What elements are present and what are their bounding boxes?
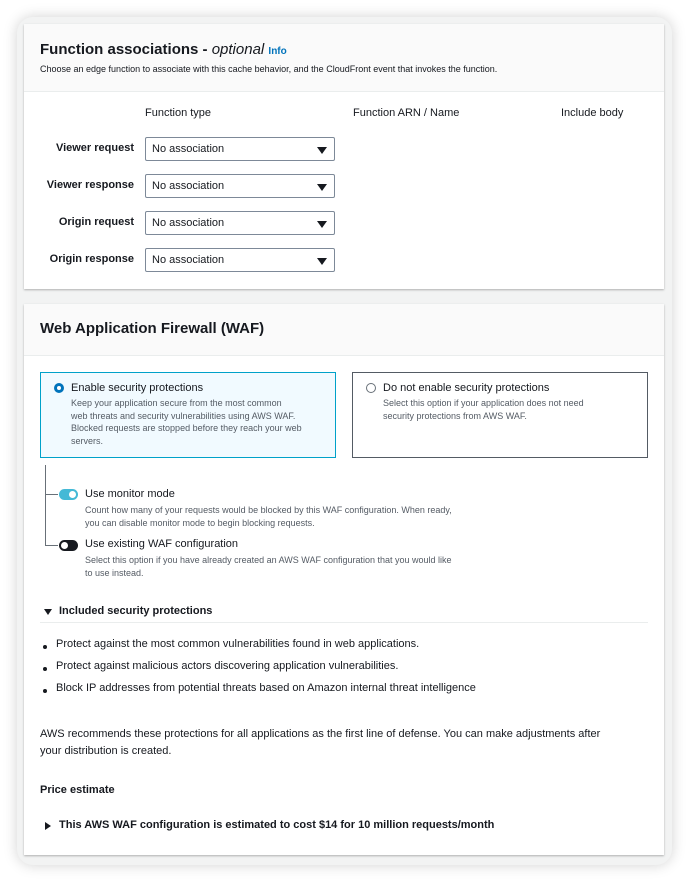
list-item: Protect against the most common vulnerabilities found in web applications. (56, 638, 420, 650)
row-label-origin-response: Origin response (49, 253, 134, 265)
description-line: Select this option if you have already created an AWS WAF configuration that you would like (85, 555, 452, 565)
toggle-knob (69, 491, 76, 498)
waf-panel (24, 304, 664, 855)
tile-description-line: servers. (71, 435, 104, 446)
tile-description-line: Select this option if your application does not need (383, 398, 584, 408)
price-estimate-label: Price estimate (40, 784, 115, 796)
divider (40, 622, 648, 623)
viewer-response-select[interactable] (145, 174, 335, 198)
existing-config-description (85, 554, 452, 580)
description-line: you can disable monitor mode to begin blocking requests. (85, 518, 315, 528)
bullet-icon (43, 667, 47, 671)
recommendation-text (40, 726, 600, 760)
page-container (17, 17, 672, 865)
function-associations-panel (24, 24, 664, 289)
tree-connector (45, 494, 58, 495)
select-value: No association (152, 254, 225, 266)
price-estimate-text: This AWS WAF configuration is estimated to cost $14 for 10 million requests/month (59, 819, 495, 831)
caret-down-icon (44, 609, 52, 615)
tree-connector (45, 465, 46, 546)
paragraph-line: your distribution is created. (40, 745, 172, 757)
select-value: No association (152, 143, 225, 155)
viewer-request-select[interactable] (145, 137, 335, 161)
description-line: Count how many of your requests would be blocked by this WAF configuration. When ready, (85, 505, 452, 515)
caret-down-icon (317, 147, 327, 154)
expander-label: Included security protections (59, 605, 213, 617)
column-function-arn: Function ARN / Name (353, 107, 460, 119)
tile-description-line: Keep your application secure from the most common (71, 398, 282, 408)
tile-title: Do not enable security protections (383, 382, 550, 394)
monitor-mode-title: Use monitor mode (85, 488, 175, 500)
tile-description (383, 397, 584, 422)
waf-header (24, 304, 664, 356)
tile-description-line: Blocked requests are stopped before they reach your web (71, 423, 302, 433)
tile-description-line: security protections from AWS WAF. (383, 410, 527, 421)
radio-selected-icon[interactable] (54, 383, 64, 393)
caret-down-icon (317, 184, 327, 191)
tree-connector (45, 545, 58, 546)
existing-config-toggle[interactable] (59, 540, 78, 551)
column-include-body: Include body (561, 107, 624, 119)
title-separator: - (198, 41, 212, 58)
tile-description-line: web threats and security vulnerabilities using AWS WAF. (71, 410, 296, 421)
bullet-icon (43, 689, 47, 693)
row-label-viewer-response: Viewer response (46, 179, 134, 191)
list-item: Protect against malicious actors discovering application vulnerabilities. (56, 660, 399, 672)
monitor-mode-description (85, 504, 452, 530)
caret-down-icon (317, 221, 327, 228)
row-label-origin-request: Origin request (58, 216, 134, 228)
disable-security-tile[interactable] (352, 372, 648, 458)
function-associations-description: Choose an edge function to associate with this cache behavior, and the CloudFront event that invokes the function. (40, 64, 498, 74)
function-associations-header (24, 24, 664, 92)
tile-description (71, 397, 302, 447)
paragraph-line: AWS recommends these protections for all applications as the first line of defense. You can make adjustments after (40, 728, 601, 740)
select-value: No association (152, 217, 225, 229)
toggle-knob (61, 542, 68, 549)
tile-title: Enable security protections (71, 382, 204, 394)
included-protections-expander[interactable] (40, 604, 260, 620)
radio-unselected-icon[interactable] (366, 383, 376, 393)
caret-right-icon (45, 822, 51, 830)
optional-label: optional (211, 41, 265, 58)
description-line: to use instead. (85, 568, 144, 578)
section-title: Function associations (40, 41, 199, 58)
origin-response-select[interactable] (145, 248, 335, 272)
row-label-viewer-request: Viewer request (55, 142, 134, 154)
monitor-mode-toggle[interactable] (59, 489, 78, 500)
caret-down-icon (317, 258, 327, 265)
info-link[interactable]: Info (268, 46, 287, 57)
function-associations-title (40, 41, 287, 58)
select-value: No association (152, 180, 225, 192)
list-item: Block IP addresses from potential threats based on Amazon internal threat intelligence (56, 682, 476, 694)
bullet-icon (43, 645, 47, 649)
enable-security-tile[interactable] (40, 372, 336, 458)
existing-config-title: Use existing WAF configuration (85, 538, 239, 550)
waf-title: Web Application Firewall (WAF) (40, 320, 265, 337)
origin-request-select[interactable] (145, 211, 335, 235)
column-function-type: Function type (145, 107, 212, 119)
price-estimate-expander[interactable] (40, 818, 510, 834)
